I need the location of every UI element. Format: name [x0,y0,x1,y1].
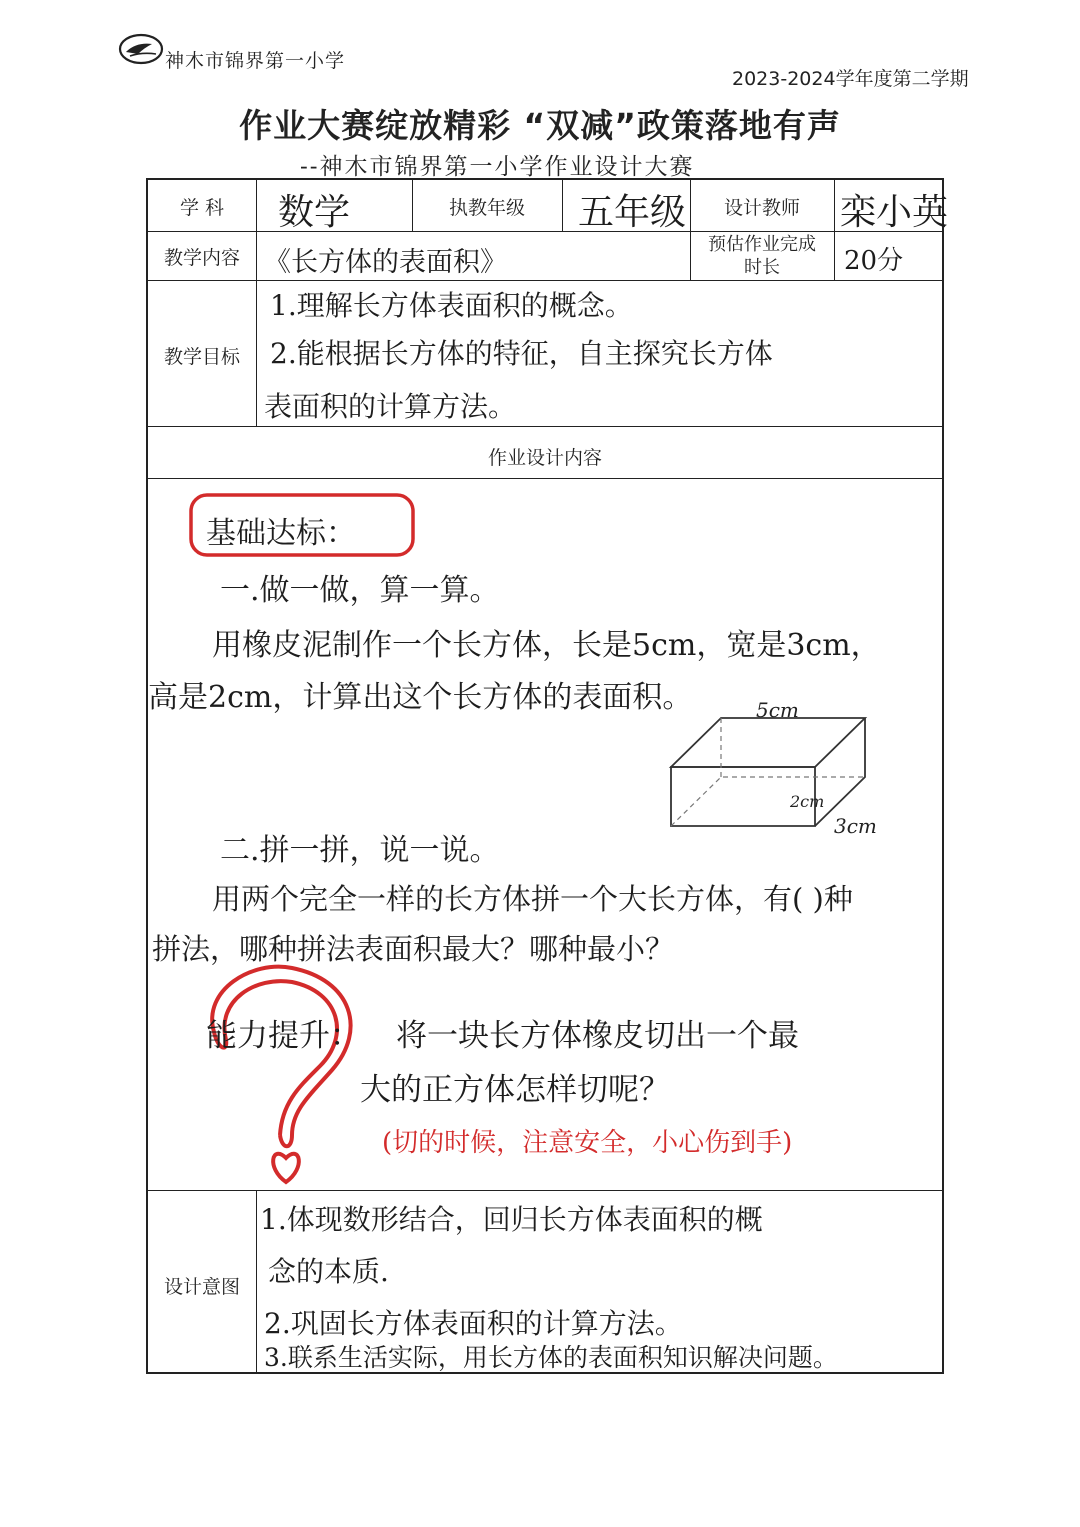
basic-title: 基础达标： [206,516,356,551]
ability-line-2: 大的正方体怎样切呢？ [360,1072,670,1108]
term-label: 2023-2024学年度第二学期 [732,68,969,90]
design-content-header: 作业设计内容 [487,447,602,469]
content-label: 教学内容 [163,247,240,269]
grade-label: 执教年级 [448,197,525,219]
intent-label: 设计意图 [163,1276,240,1298]
q2-line-2: 拼法，哪种拼法表面积最大？哪种最小？ [152,932,675,966]
time-label: 预估作业完成 时长 [708,234,816,278]
goal-line-2: 2.能根据长方体的特征，自主探究长方体 [270,337,773,370]
q1-line-2: 高是2cm，计算出这个长方体的表面积。 [148,680,693,715]
intent-line-1: 1.体现数形结合，回归长方体表面积的概 [260,1203,763,1236]
content-value: 《长方体的表面积》 [264,247,507,278]
q1-line-1: 用橡皮泥制作一个长方体，长是5cm，宽是3cm， [212,628,881,663]
school-logo-icon [118,32,164,66]
q2-line-1: 用两个完全一样的长方体拼一个大长方体，有( )种 [212,882,853,916]
dim-width-label: 3cm [834,814,877,838]
design-form-table [146,178,949,1374]
dim-height-label: 2cm [790,792,825,811]
question-mark-icon [192,960,372,1190]
q2-title: 二.拼一拼，说一说。 [220,833,500,868]
time-value: 20分 [844,246,904,276]
ability-line-1: 将一块长方体橡皮切出一个最 [396,1018,799,1054]
grade-value: 五年级 [578,192,687,233]
subject-label: 学 科 [179,197,225,219]
q1-title: 一.做一做，算一算。 [220,573,500,608]
subject-value: 数学 [278,192,351,233]
ability-label: 能力提升： [206,1018,361,1054]
page-subtitle: --神木市锦界第一小学作业设计大赛 [300,154,695,180]
safety-note: (切的时候，注意安全，小心伤到手) [382,1128,793,1158]
page-title: 作业大赛绽放精彩 “双减”政策落地有声 [239,106,841,145]
dim-length-label: 5cm [756,698,799,722]
intent-line-4: 3.联系生活实际，用长方体的表面积知识解决问题。 [264,1343,838,1372]
intent-line-2: 念的本质. [268,1255,389,1288]
goals-label: 教学目标 [163,346,240,368]
school-name: 神木市锦界第一小学 [165,50,346,72]
teacher-label: 设计教师 [723,197,800,219]
goal-line-1: 1.理解长方体表面积的概念。 [270,289,633,322]
teacher-value: 栾小英 [840,192,949,233]
basic-title-highlight [188,492,418,560]
goal-line-3: 表面积的计算方法。 [264,390,517,423]
intent-line-3: 2.巩固长方体表面积的计算方法。 [264,1307,683,1340]
